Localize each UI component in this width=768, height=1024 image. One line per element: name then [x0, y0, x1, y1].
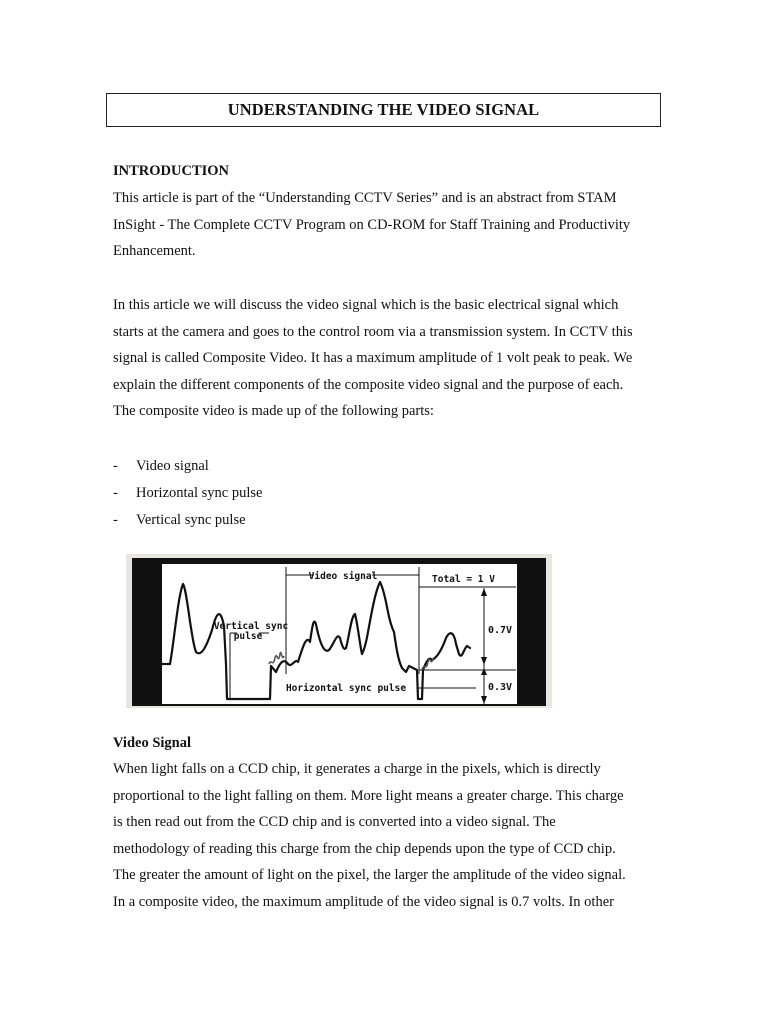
horizontal-sync-label: Horizontal sync pulse [285, 683, 407, 694]
list-item [113, 507, 262, 534]
text-line: proportional to the light falling on them. More light means a greater charge. This charge [113, 787, 624, 804]
vertical-sync-label: Vertical sync [213, 621, 289, 632]
text-line: In a composite video, the maximum amplitude of the video signal is 0.7 volts. In other [113, 893, 614, 910]
intro-paragraph-1 [113, 185, 658, 265]
list-item [113, 453, 262, 480]
text-line: When light falls on a CCD chip, it generates a charge in the pixels, which is directly [113, 761, 601, 777]
text-line: signal is called Composite Video. It has a maximum amplitude of 1 volt peak to peak. We [113, 350, 633, 367]
total-1v-label: Total = 1 V [432, 574, 495, 585]
text-line: is then read out from the CCD chip and is converted into a video signal. The [113, 814, 556, 831]
parts-list [113, 453, 262, 534]
composite-video-diagram [126, 554, 552, 708]
video-signal-heading: Video Signal [113, 735, 192, 751]
text-line: InSight - The Complete CCTV Program on CD-ROM for Staff Training and Productivity [113, 216, 631, 233]
text-line: The greater the amount of light on the pixel, the larger the amplitude of the video signal. [113, 867, 626, 884]
list-item-label: Vertical sync pulse [136, 512, 246, 528]
text-line: methodology of reading this charge from the chip depends upon the type of CCD chip. [113, 840, 616, 857]
text-line: Enhancement. [113, 243, 196, 260]
introduction-heading: INTRODUCTION [113, 163, 230, 179]
list-item-label: Horizontal sync pulse [136, 485, 263, 501]
text-line: This article is part of the “Understanding CCTV Series” and is an abstract from STAM [113, 190, 617, 206]
bullet-marker: - [113, 458, 118, 474]
voltage-07-label: 0.7V [488, 625, 513, 636]
bullet-marker: - [113, 512, 118, 528]
vertical-sync-pulse-label: pulse [233, 631, 263, 642]
video-signal-paragraph [113, 756, 658, 916]
intro-paragraph-2 [113, 292, 658, 425]
text-line: explain the different components of the composite video signal and the purpose of each. [113, 376, 624, 393]
text-line: In this article we will discuss the video signal which is the basic electrical signal which [113, 297, 619, 313]
title-box [106, 93, 661, 127]
video-signal-label: Video signal [308, 571, 378, 582]
bullet-marker: - [113, 485, 118, 501]
text-line: starts at the camera and goes to the control room via a transmission system. In CCTV this [113, 323, 633, 340]
document-title: UNDERSTANDING THE VIDEO SIGNAL [227, 100, 540, 119]
list-item-label: Video signal [136, 458, 209, 474]
text-line: The composite video is made up of the following parts: [113, 403, 434, 420]
list-item [113, 480, 262, 507]
voltage-03-label: 0.3V [488, 682, 513, 693]
